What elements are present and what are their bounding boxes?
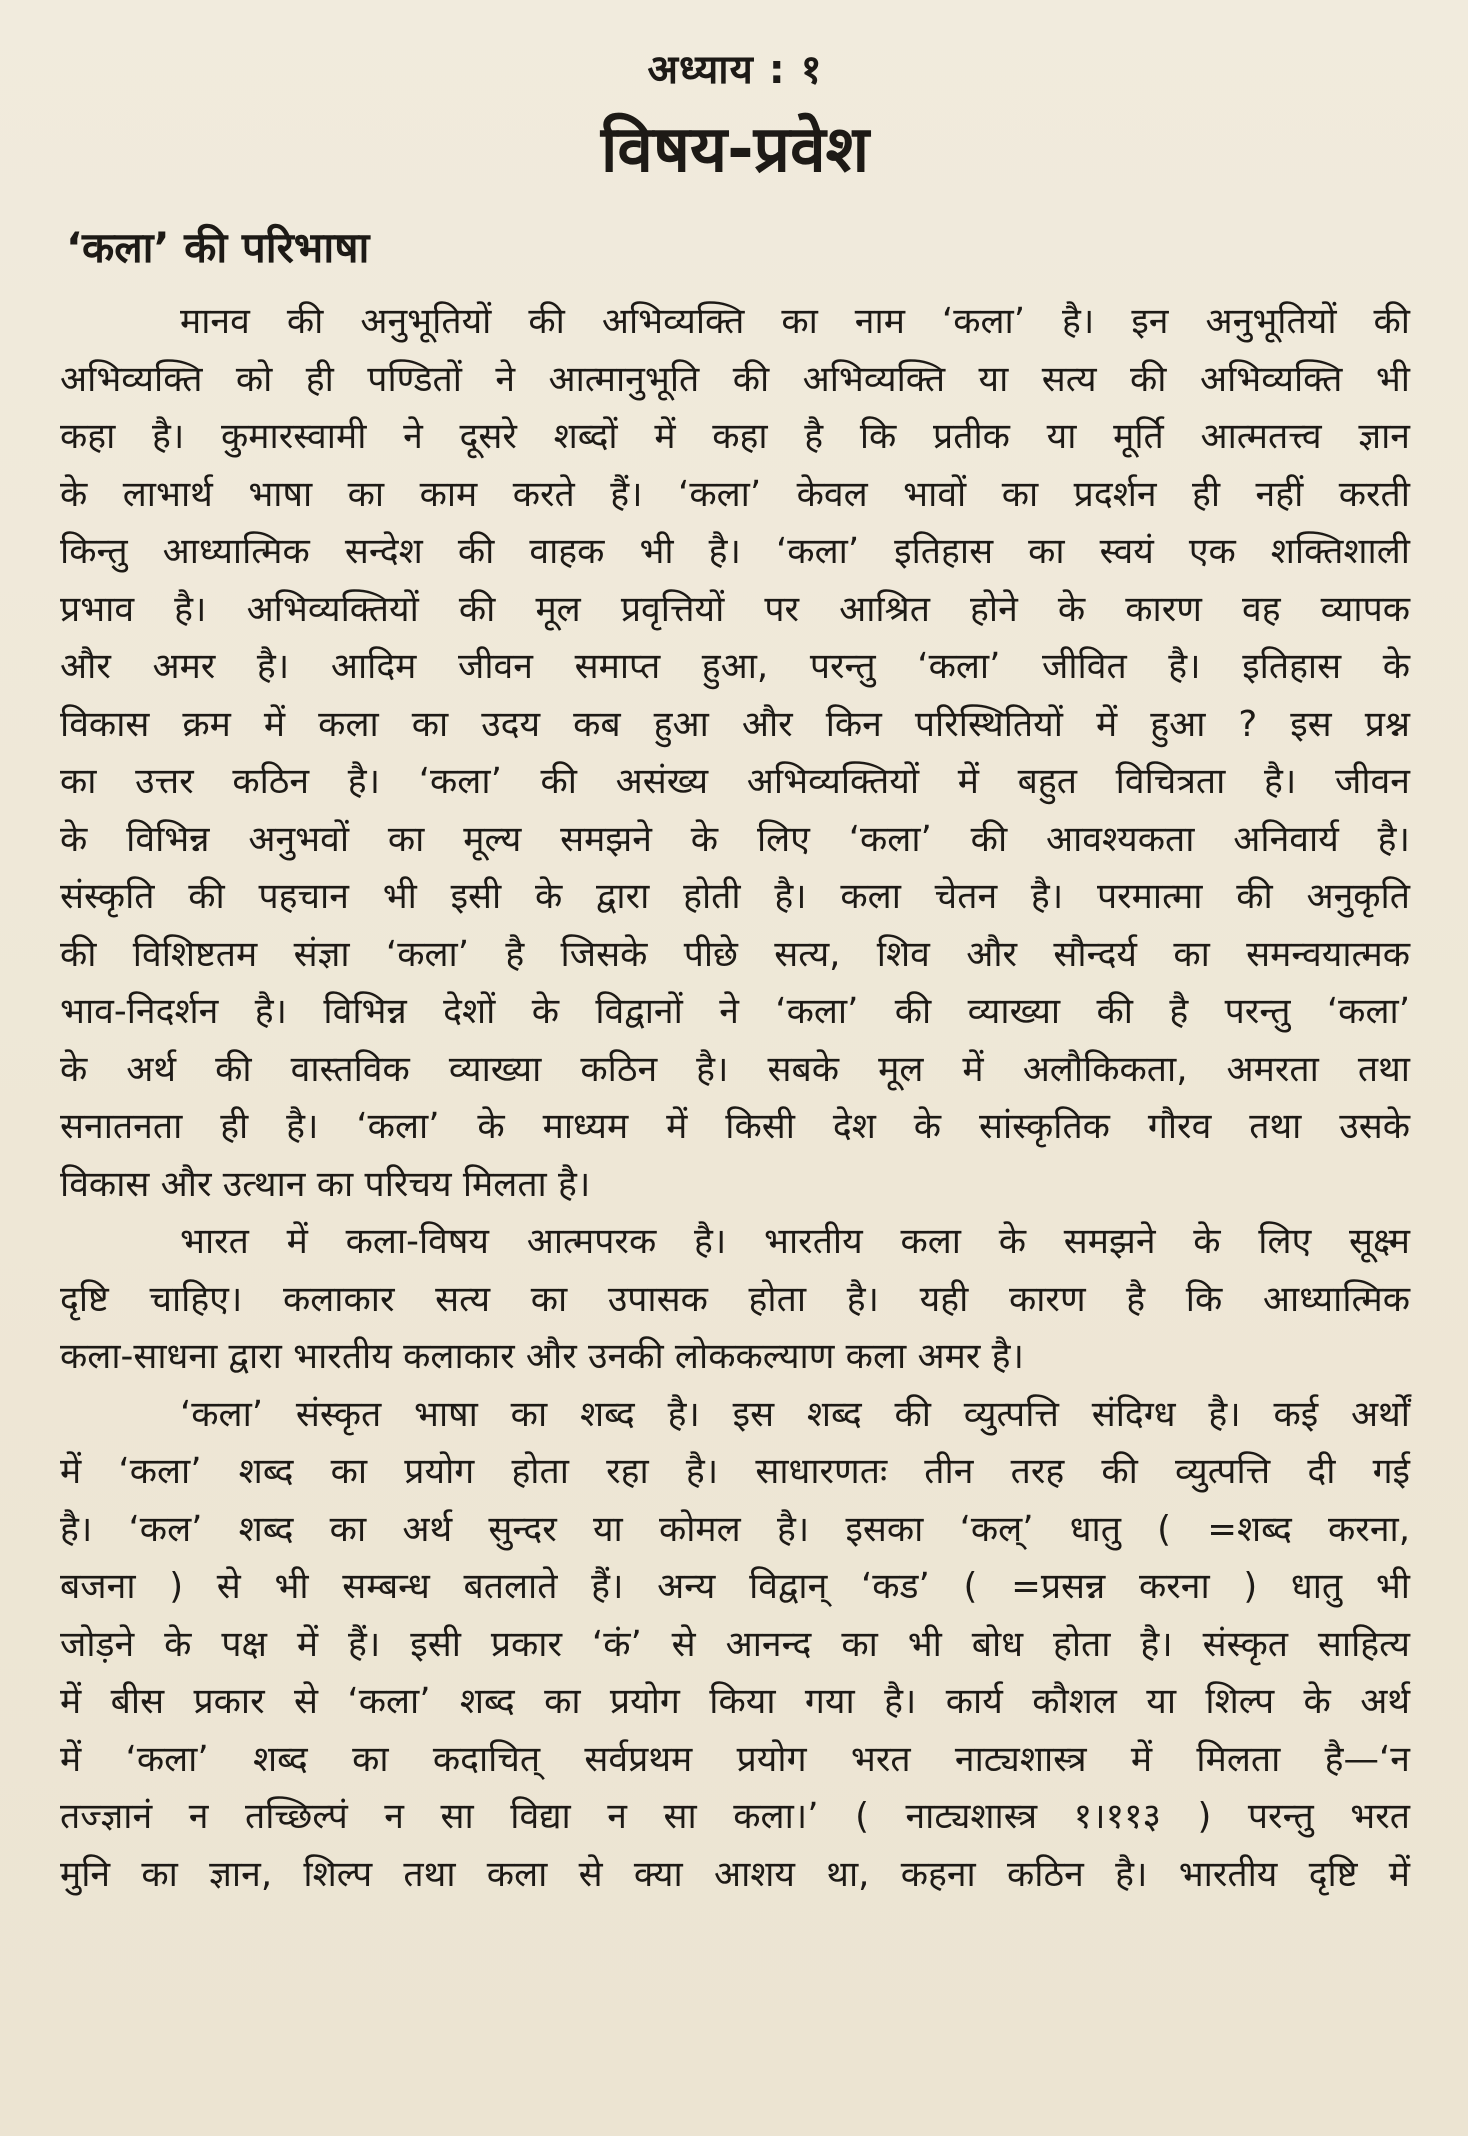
text-line: दृष्टि चाहिए। कलाकार सत्य का उपासक होता है। यही कारण है कि आध्यात्मिक bbox=[60, 1278, 1410, 1320]
text-line: बजना ) से भी सम्बन्ध बतलाते हैं। अन्य विद्वान् ‘कड’ ( =प्रसन्न करना ) धातु भी bbox=[60, 1566, 1410, 1607]
text-line: के विभिन्न अनुभवों का मूल्य समझने के लिए ‘कला’ की आवश्यकता अनिवार्य है। bbox=[60, 818, 1410, 860]
text-line: अभिव्यक्ति को ही पण्डितों ने आत्मानुभूति की अभिव्यक्ति या सत्य की अभिव्यक्ति भी bbox=[60, 358, 1410, 400]
text-line: के अर्थ की वास्तविक व्याख्या कठिन है। सबके मूल में अलौकिकता, अमरता तथा bbox=[60, 1048, 1410, 1090]
text-line: में बीस प्रकार से ‘कला’ शब्द का प्रयोग किया गया है। कार्य कौशल या शिल्प के अर्थ bbox=[60, 1681, 1410, 1722]
paragraph bbox=[60, 1213, 1410, 1386]
text-line: भारत में कला-विषय आत्मपरक है। भारतीय कला के समझने के लिए सूक्ष्म bbox=[180, 1221, 1410, 1262]
text-line: और अमर है। आदिम जीवन समाप्त हुआ, परन्तु ‘कला’ जीवित है। इतिहास के bbox=[60, 646, 1410, 687]
text-line: भाव-निदर्शन है। विभिन्न देशों के विद्वानों ने ‘कला’ की व्याख्या की है परन्तु ‘कला’ bbox=[60, 991, 1410, 1032]
text-line: जोड़ने के पक्ष में हैं। इसी प्रकार ‘कं’ से आनन्द का भी बोध होता है। संस्कृत साहित्य bbox=[60, 1623, 1410, 1665]
text-line: कला-साधना द्वारा भारतीय कलाकार और उनकी लोककल्याण कला अमर है। bbox=[60, 1336, 1024, 1377]
text-line: मुनि का ज्ञान, शिल्प तथा कला से क्या आशय था, कहना कठिन है। भारतीय दृष्टि में bbox=[60, 1853, 1410, 1895]
text-line: विकास और उत्थान का परिचय मिलता है। bbox=[60, 1163, 591, 1205]
text-line: प्रभाव है। अभिव्यक्तियों की मूल प्रवृत्तियों पर आश्रित होने के कारण वह व्यापक bbox=[60, 588, 1410, 630]
text-line: तज्ज्ञानं न तच्छिल्पं न सा विद्या न सा कला।’ ( नाट्यशास्त्र १।११३ ) परन्तु भरत bbox=[60, 1796, 1410, 1837]
text-line: मानव की अनुभूतियों की अभिव्यक्ति का नाम ‘कला’ है। इन अनुभूतियों की bbox=[180, 301, 1410, 342]
paragraph bbox=[60, 293, 1410, 1213]
text-line: सनातनता ही है। ‘कला’ के माध्यम में किसी देश के सांस्कृतिक गौरव तथा उसके bbox=[60, 1106, 1410, 1147]
text-line: में ‘कला’ शब्द का कदाचित् सर्वप्रथम प्रयोग भरत नाट्यशास्त्र में मिलता है—‘न bbox=[60, 1738, 1410, 1780]
chapter-label: अध्याय : १ bbox=[647, 47, 823, 93]
text-line: किन्तु आध्यात्मिक सन्देश की वाहक भी है। ‘कला’ इतिहास का स्वयं एक शक्तिशाली bbox=[60, 531, 1410, 572]
text-line: है। ‘कल’ शब्द का अर्थ सुन्दर या कोमल है। इसका ‘कल्’ धातु ( =शब्द करना, bbox=[60, 1508, 1410, 1550]
text-line: के लाभार्थ भाषा का काम करते हैं। ‘कला’ केवल भावों का प्रदर्शन ही नहीं करती bbox=[60, 473, 1410, 515]
text-line: का उत्तर कठिन है। ‘कला’ की असंख्य अभिव्यक्तियों में बहुत विचित्रता है। जीवन bbox=[60, 761, 1410, 802]
text-line: ‘कला’ संस्कृत भाषा का शब्द है। इस शब्द की व्युत्पत्ति संदिग्ध है। कई अर्थों bbox=[180, 1393, 1410, 1435]
text-line: में ‘कला’ शब्द का प्रयोग होता रहा है। साधारणतः तीन तरह की व्युत्पत्ति दी गई bbox=[60, 1451, 1410, 1492]
paragraph bbox=[60, 1386, 1410, 1904]
body-text bbox=[60, 293, 1410, 1903]
chapter-title: विषय-प्रवेश bbox=[600, 113, 870, 187]
text-line: विकास क्रम में कला का उदय कब हुआ और किन परिस्थितियों में हुआ ? इस प्रश्न bbox=[60, 703, 1410, 745]
section-heading: ‘कला’ की परिभाषा bbox=[66, 223, 370, 272]
text-line: की विशिष्टतम संज्ञा ‘कला’ है जिसके पीछे सत्य, शिव और सौन्दर्य का समन्वयात्मक bbox=[60, 933, 1410, 975]
text-line: संस्कृति की पहचान भी इसी के द्वारा होती है। कला चेतन है। परमात्मा की अनुकृति bbox=[60, 876, 1410, 917]
text-line: कहा है। कुमारस्वामी ने दूसरे शब्दों में कहा है कि प्रतीक या मूर्ति आत्मतत्त्व ज्ञान bbox=[60, 416, 1410, 457]
